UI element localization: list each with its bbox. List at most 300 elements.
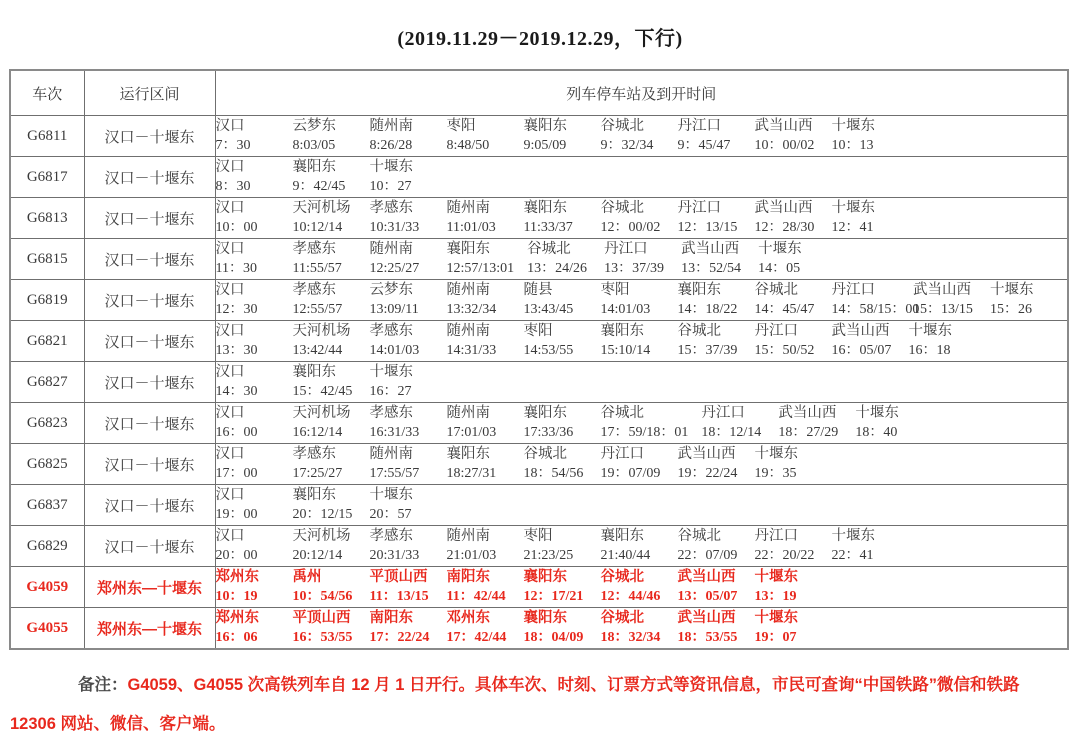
station-name: 十堰东 (855, 405, 899, 421)
station-name: 随州南 (446, 282, 490, 298)
stop-time: 9：45/47 (677, 138, 731, 153)
stop-time: 13：37/39 (604, 261, 665, 276)
station-name: 南阳东 (369, 610, 413, 626)
stop-time: 10：00 (215, 220, 258, 235)
stop-time: 21:23/25 (523, 548, 574, 563)
stop-time: 15:10/14 (600, 343, 651, 358)
stop-time: 10：19 (215, 589, 258, 604)
stop-pair (370, 405, 434, 441)
stop-pair (601, 405, 689, 441)
stop-pair (604, 241, 668, 277)
note (10, 666, 1022, 744)
station-name: 谷城北 (600, 569, 644, 585)
stop-time: 10：27 (369, 179, 412, 194)
station-name: 天河机场 (292, 200, 351, 216)
stop-time: 10：13 (831, 138, 874, 153)
stop-time: 22：07/09 (677, 548, 738, 563)
station-name: 襄阳东 (600, 528, 644, 544)
stop-time: 13:09/11 (369, 302, 419, 317)
stop-pair (601, 569, 665, 605)
stop-pair (293, 159, 357, 195)
timetable-body (10, 116, 1068, 650)
station-name: 孝感东 (292, 446, 336, 462)
stop-pair (293, 610, 357, 646)
stop-time: 13：30 (215, 343, 258, 358)
station-name: 丹江口 (600, 446, 644, 462)
station-name: 枣阳 (523, 528, 553, 544)
stop-time: 21:01/03 (446, 548, 497, 563)
train-number-cell: G4055 (10, 608, 84, 650)
stop-pair (293, 241, 357, 277)
station-name: 丹江口 (677, 200, 721, 216)
station-name: 郑州东 (215, 610, 259, 626)
table-row (10, 116, 1068, 157)
stop-time: 15：50/52 (754, 343, 815, 358)
stop-time: 8:26/28 (369, 138, 413, 153)
train-number-cell: G6817 (10, 157, 84, 198)
stop-time: 19：35 (754, 466, 797, 481)
table-row (10, 403, 1068, 444)
stop-time: 16:12/14 (292, 425, 343, 440)
station-name: 武当山西 (677, 446, 736, 462)
station-name: 天河机场 (292, 405, 351, 421)
station-name: 谷城北 (677, 323, 721, 339)
stop-time: 22：20/22 (754, 548, 815, 563)
stop-time: 17:25/27 (292, 466, 343, 481)
stop-pair (447, 569, 511, 605)
station-name: 十堰东 (908, 323, 952, 339)
stop-pair (755, 610, 819, 646)
station-name: 谷城北 (600, 610, 644, 626)
station-name: 谷城北 (754, 282, 798, 298)
station-name: 谷城北 (527, 241, 571, 257)
stop-pair (293, 487, 357, 523)
stop-time: 14：30 (215, 384, 258, 399)
station-name: 孝感东 (369, 200, 413, 216)
train-timetable (9, 69, 1069, 650)
note-text: G4059、G4055 次高铁列车自 12 月 1 日开行。具体车次、时刻、订票方式等资讯信息，市民可查询“中国铁路”微信和铁路 12306 网站、微信、客户端。 (10, 676, 1020, 733)
train-number-cell: G6815 (10, 239, 84, 280)
stop-time: 12：41 (831, 220, 874, 235)
stop-pair (527, 241, 591, 277)
station-name: 汉口 (215, 159, 245, 175)
stop-pair (370, 364, 434, 400)
stop-time: 18：54/56 (523, 466, 584, 481)
stop-pair (293, 405, 357, 441)
section-cell: 汉口－十堰东 (84, 239, 215, 280)
stop-time: 20:31/33 (369, 548, 420, 563)
table-row (10, 608, 1068, 650)
section-cell: 汉口－十堰东 (84, 116, 215, 157)
table-row (10, 444, 1068, 485)
station-name: 十堰东 (758, 241, 802, 257)
table-header-row (10, 70, 1068, 116)
stop-pair (216, 528, 280, 564)
station-name: 十堰东 (754, 569, 798, 585)
table-row (10, 321, 1068, 362)
station-name: 天河机场 (292, 323, 351, 339)
stop-pair (755, 446, 819, 482)
stop-pair (293, 323, 357, 359)
stop-time: 13:43/45 (523, 302, 574, 317)
stop-time: 18:27/31 (446, 466, 497, 481)
table-row (10, 239, 1068, 280)
station-name: 云梦东 (292, 118, 336, 134)
table-row (10, 362, 1068, 403)
stop-pair (755, 200, 819, 236)
station-name: 孝感东 (369, 405, 413, 421)
stop-pair (832, 200, 896, 236)
stop-pair (755, 118, 819, 154)
stops-cell (215, 239, 1068, 280)
stop-pair (293, 528, 357, 564)
stop-time: 11：42/44 (446, 589, 506, 604)
station-name: 襄阳东 (292, 364, 336, 380)
section-cell: 汉口－十堰东 (84, 321, 215, 362)
stop-time: 13：24/26 (527, 261, 588, 276)
stop-pair (524, 405, 588, 441)
station-name: 汉口 (215, 118, 245, 134)
station-name: 襄阳东 (600, 323, 644, 339)
stops-cell (215, 444, 1068, 485)
station-name: 襄阳东 (292, 487, 336, 503)
stop-pair (681, 241, 745, 277)
stop-time: 12:25/27 (369, 261, 420, 276)
station-name: 随州南 (446, 200, 490, 216)
station-name: 襄阳东 (523, 610, 567, 626)
stop-pair (447, 528, 511, 564)
stop-time: 17：22/24 (369, 630, 430, 645)
station-name: 丹江口 (831, 282, 875, 298)
page-title: (2019.11.29－2019.12.29，下行) (397, 28, 683, 50)
stop-time: 20：57 (369, 507, 412, 522)
section-cell: 汉口－十堰东 (84, 198, 215, 239)
stop-pair (524, 610, 588, 646)
stop-time: 17:01/03 (446, 425, 497, 440)
station-name: 武当山西 (681, 241, 740, 257)
stop-time: 18：04/09 (523, 630, 584, 645)
stop-time: 15：37/39 (677, 343, 738, 358)
stop-pair (758, 241, 822, 277)
stop-time: 18：32/34 (600, 630, 661, 645)
stop-time: 17：42/44 (446, 630, 507, 645)
stop-time: 8：30 (215, 179, 251, 194)
stops-cell (215, 403, 1068, 444)
stop-pair (216, 487, 280, 523)
stop-pair (216, 364, 280, 400)
stop-pair (755, 282, 819, 318)
stop-time: 16：05/07 (831, 343, 892, 358)
stop-pair (601, 446, 665, 482)
train-number-cell: G6825 (10, 444, 84, 485)
station-name: 襄阳东 (446, 241, 490, 257)
station-name: 襄阳东 (523, 569, 567, 585)
stop-pair (293, 569, 357, 605)
stop-time: 19：07/09 (600, 466, 661, 481)
station-name: 丹江口 (701, 405, 745, 421)
stop-time: 15：42/45 (292, 384, 353, 399)
station-name: 谷城北 (600, 200, 644, 216)
stops-cell (215, 157, 1068, 198)
stop-pair (701, 405, 765, 441)
stop-time: 15：13/15 (913, 302, 973, 317)
stop-pair (678, 528, 742, 564)
station-name: 随州南 (369, 118, 413, 134)
station-name: 丹江口 (754, 528, 798, 544)
station-name: 孝感东 (292, 282, 336, 298)
stop-pair (370, 118, 434, 154)
station-name: 十堰东 (831, 528, 875, 544)
stop-pair (216, 569, 280, 605)
stop-time: 14：58/15：00 (831, 302, 920, 317)
train-number-cell: G6821 (10, 321, 84, 362)
station-name: 孝感东 (292, 241, 336, 257)
stop-pair (678, 118, 742, 154)
station-name: 襄阳东 (677, 282, 721, 298)
stop-pair (678, 282, 742, 318)
stop-pair (447, 610, 511, 646)
stop-pair (601, 323, 665, 359)
section-cell: 汉口－十堰东 (84, 280, 215, 321)
stops-list (216, 405, 1068, 441)
stops-cell (215, 116, 1068, 157)
stops-list (216, 282, 1068, 318)
stop-pair (370, 446, 434, 482)
station-name: 南阳东 (446, 569, 490, 585)
stop-pair (678, 200, 742, 236)
stop-time: 18：40 (855, 425, 898, 440)
stop-time: 21:40/44 (600, 548, 651, 563)
station-name: 十堰东 (831, 118, 875, 134)
stop-time: 11：13/15 (369, 589, 429, 604)
station-name: 襄阳东 (523, 200, 567, 216)
stop-time: 12：13/15 (677, 220, 738, 235)
stops-cell (215, 280, 1068, 321)
stops-cell (215, 321, 1068, 362)
stop-time: 18：12/14 (701, 425, 762, 440)
stop-time: 12：44/46 (600, 589, 661, 604)
train-number-cell: G6827 (10, 362, 84, 403)
station-name: 枣阳 (446, 118, 476, 134)
stop-pair (913, 282, 977, 318)
station-name: 十堰东 (754, 446, 798, 462)
stop-time: 9：32/34 (600, 138, 654, 153)
train-number-cell: G6823 (10, 403, 84, 444)
stop-pair (755, 569, 819, 605)
station-name: 襄阳东 (292, 159, 336, 175)
stop-pair (216, 610, 280, 646)
station-name: 十堰东 (369, 487, 413, 503)
station-name: 随州南 (446, 405, 490, 421)
station-name: 天河机场 (292, 528, 351, 544)
section-cell: 汉口－十堰东 (84, 403, 215, 444)
stop-time: 20:12/14 (292, 548, 343, 563)
table-row (10, 526, 1068, 567)
station-name: 武当山西 (831, 323, 890, 339)
station-name: 汉口 (215, 241, 245, 257)
section-cell: 汉口－十堰东 (84, 157, 215, 198)
header-section: 运行区间 (84, 70, 215, 116)
stop-time: 18：27/29 (778, 425, 839, 440)
station-name: 孝感东 (369, 528, 413, 544)
section-cell: 郑州东—十堰东 (84, 567, 215, 608)
stop-time: 8:03/05 (292, 138, 336, 153)
station-name: 襄阳东 (523, 118, 567, 134)
stop-time: 12：00/02 (600, 220, 661, 235)
stop-pair (216, 446, 280, 482)
stop-pair (855, 405, 919, 441)
stop-pair (216, 282, 280, 318)
stop-time: 12:57/13:01 (446, 261, 515, 276)
station-name: 十堰东 (831, 200, 875, 216)
stop-pair (678, 610, 742, 646)
stops-list (216, 200, 1068, 236)
table-row (10, 567, 1068, 608)
stop-time: 16:31/33 (369, 425, 420, 440)
note-label: 备注： (78, 676, 128, 694)
stop-time: 20：00 (215, 548, 258, 563)
stop-time: 16：27 (369, 384, 412, 399)
station-name: 随州南 (446, 528, 490, 544)
station-name: 十堰东 (754, 610, 798, 626)
stop-pair (524, 446, 588, 482)
stop-pair (370, 200, 434, 236)
stops-list (216, 610, 1068, 646)
stop-pair (601, 610, 665, 646)
stop-pair (909, 323, 973, 359)
train-number-cell: G4059 (10, 567, 84, 608)
station-name: 谷城北 (677, 528, 721, 544)
stop-pair (370, 528, 434, 564)
station-name: 随州南 (369, 446, 413, 462)
station-name: 平顶山西 (369, 569, 428, 585)
station-name: 十堰东 (369, 364, 413, 380)
stop-pair (447, 282, 511, 318)
station-name: 枣阳 (523, 323, 553, 339)
station-name: 武当山西 (913, 282, 971, 298)
stop-pair (216, 200, 280, 236)
stop-time: 14：45/47 (754, 302, 815, 317)
station-name: 郑州东 (215, 569, 259, 585)
stops-list (216, 159, 1068, 195)
station-name: 武当山西 (778, 405, 837, 421)
station-name: 汉口 (215, 405, 245, 421)
stop-pair (447, 323, 511, 359)
stop-pair (447, 200, 511, 236)
train-number-cell: G6829 (10, 526, 84, 567)
stop-pair (524, 282, 588, 318)
stops-list (216, 487, 1068, 523)
stop-time: 9:05/09 (523, 138, 567, 153)
stop-time: 12：17/21 (523, 589, 584, 604)
stops-cell (215, 362, 1068, 403)
stop-pair (216, 323, 280, 359)
stop-time: 14:31/33 (446, 343, 497, 358)
stop-pair (447, 405, 511, 441)
stops-list (216, 446, 1068, 482)
stops-cell (215, 608, 1068, 650)
station-name: 汉口 (215, 323, 245, 339)
stop-time: 16：06 (215, 630, 258, 645)
station-name: 谷城北 (523, 446, 567, 462)
stop-time: 12：28/30 (754, 220, 815, 235)
stops-list (216, 569, 1068, 605)
stop-time: 20：12/15 (292, 507, 353, 522)
stop-pair (755, 323, 819, 359)
stop-pair (601, 118, 665, 154)
stop-pair (293, 282, 357, 318)
stops-cell (215, 567, 1068, 608)
stop-pair (524, 200, 588, 236)
stop-pair (832, 323, 896, 359)
stop-pair (370, 610, 434, 646)
stop-time: 13：19 (754, 589, 797, 604)
stop-pair (447, 241, 515, 277)
station-name: 汉口 (215, 446, 245, 462)
stop-time: 17：00 (215, 466, 258, 481)
stops-cell (215, 485, 1068, 526)
table-row (10, 485, 1068, 526)
station-name: 平顶山西 (292, 610, 351, 626)
stop-pair (293, 446, 357, 482)
station-name: 汉口 (215, 200, 245, 216)
station-name: 谷城北 (600, 118, 644, 134)
stop-time: 11:33/37 (523, 220, 573, 235)
stop-time: 17:33/36 (523, 425, 574, 440)
stop-time: 14：18/22 (677, 302, 738, 317)
stop-pair (370, 323, 434, 359)
stop-pair (755, 528, 819, 564)
stop-pair (216, 241, 280, 277)
stop-pair (524, 323, 588, 359)
stop-pair (370, 487, 434, 523)
stop-time: 13:42/44 (292, 343, 343, 358)
stops-list (216, 241, 1068, 277)
stop-time: 13：05/07 (677, 589, 738, 604)
stop-time: 16：00 (215, 425, 258, 440)
stop-time: 7：30 (215, 138, 251, 153)
stops-list (216, 323, 1068, 359)
train-number-cell: G6811 (10, 116, 84, 157)
section-cell: 汉口－十堰东 (84, 362, 215, 403)
stop-time: 13：52/54 (681, 261, 742, 276)
table-row (10, 198, 1068, 239)
stop-pair (524, 528, 588, 564)
stop-pair (832, 118, 896, 154)
stop-time: 9：42/45 (292, 179, 346, 194)
stop-time: 14：05 (758, 261, 801, 276)
train-number-cell: G6837 (10, 485, 84, 526)
station-name: 武当山西 (754, 118, 813, 134)
stop-time: 15：26 (990, 302, 1032, 317)
station-name: 十堰东 (990, 282, 1034, 298)
station-name: 十堰东 (369, 159, 413, 175)
station-name: 汉口 (215, 528, 245, 544)
stop-pair (370, 159, 434, 195)
stop-pair (601, 282, 665, 318)
stops-cell (215, 526, 1068, 567)
header-train-number: 车次 (10, 70, 84, 116)
stops-list (216, 118, 1068, 154)
stop-pair (778, 405, 842, 441)
stop-pair (293, 364, 357, 400)
station-name: 孝感东 (369, 323, 413, 339)
stop-time: 8:48/50 (446, 138, 490, 153)
stop-pair (216, 118, 280, 154)
stop-time: 10：54/56 (292, 589, 353, 604)
stop-pair (524, 118, 588, 154)
stop-pair (678, 323, 742, 359)
